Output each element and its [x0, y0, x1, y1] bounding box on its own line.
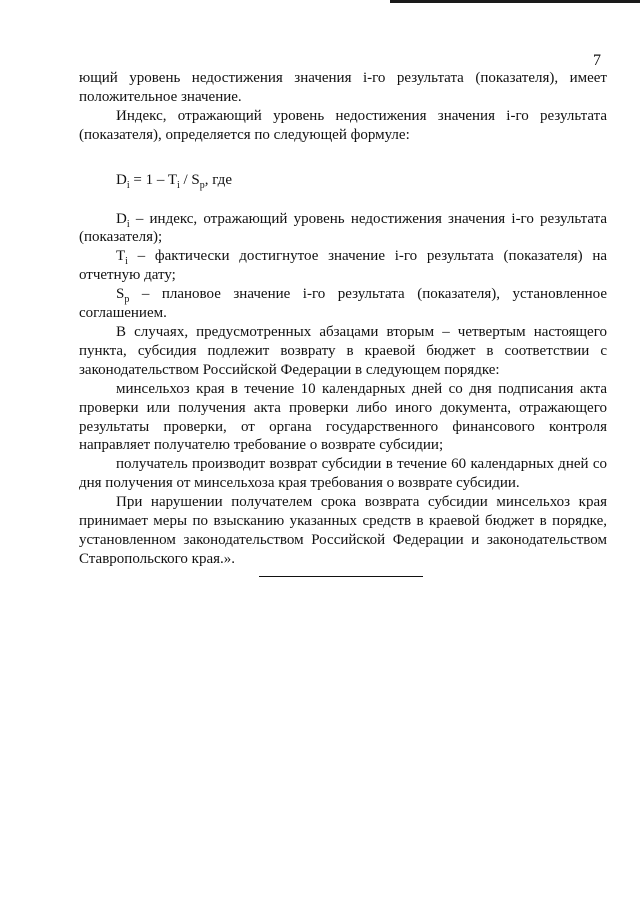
definition-t-sub: i [125, 256, 128, 268]
formula-d: D [116, 171, 127, 188]
formula-div: / S [179, 171, 200, 188]
paragraph-continuation: ющий уровень недостижения значения i-го результата (показателя), имеет положительное значение. [79, 70, 607, 105]
definition-t-text: – фактически достигнутое значение i-го результата (показателя) на отчетную дату; [79, 248, 607, 284]
definition-t [79, 247, 607, 285]
paragraph-refund-order: В случаях, предусмотренных абзацами вторым – четвертым настоящего пункта, субсидия подлежит возврату в краевой бюджет в соответствии с законодательством Российской Федерации в следующем порядке: [79, 323, 607, 378]
paragraph-ministry-demand: минсельхоз края в течение 10 календарных дней со дня подписания акта проверки или получения акта проверки либо иного документа, отражающего результаты проверки, от органа государственного финансового контроля направляет получателю требование о возврате субсидии; [79, 380, 607, 454]
definition-d-text: – индекс, отражающий уровень недостижения значения i-го результата (показателя); [79, 210, 607, 246]
formula-d-sub: i [126, 179, 130, 191]
paragraph-index-intro: Индекс, отражающий уровень недостижения значения i-го результата (показателя), определяется по следующей формуле: [79, 107, 607, 143]
formula-tail: , где [204, 171, 232, 188]
formula-s-sub: p [199, 179, 205, 191]
formula [79, 171, 607, 190]
formula-eq: = 1 – T [129, 171, 177, 188]
definition-d-sub: i [126, 218, 130, 230]
end-divider-line [259, 576, 423, 577]
formula-t-sub: i [176, 179, 180, 191]
definition-s-sub: p [124, 294, 130, 306]
definition-t-symbol: T [116, 248, 126, 265]
document-body [79, 69, 607, 569]
definition-s [79, 285, 607, 323]
page-number: 7 [593, 52, 601, 69]
paragraph-recipient-refund: получатель производит возврат субсидии в течение 60 календарных дней со дня получения от минсельхоза края требования о возврате субсидии. [79, 456, 607, 492]
definition-s-text: – плановое значение i-го результата (показателя), установленное соглашением. [79, 286, 607, 322]
paragraph-deadline-violation: При нарушении получателем срока возврата субсидии минсельхоз края принимает меры по взысканию указанных средств в краевой бюджет в порядке, установленном законодательством Российской Федерации и законодательством Ставропольского края.». [79, 494, 607, 567]
definition-d-symbol: D [116, 210, 127, 227]
definition-s-symbol: S [116, 286, 125, 303]
scan-edge-mark [390, 0, 640, 3]
definition-d [79, 210, 607, 248]
